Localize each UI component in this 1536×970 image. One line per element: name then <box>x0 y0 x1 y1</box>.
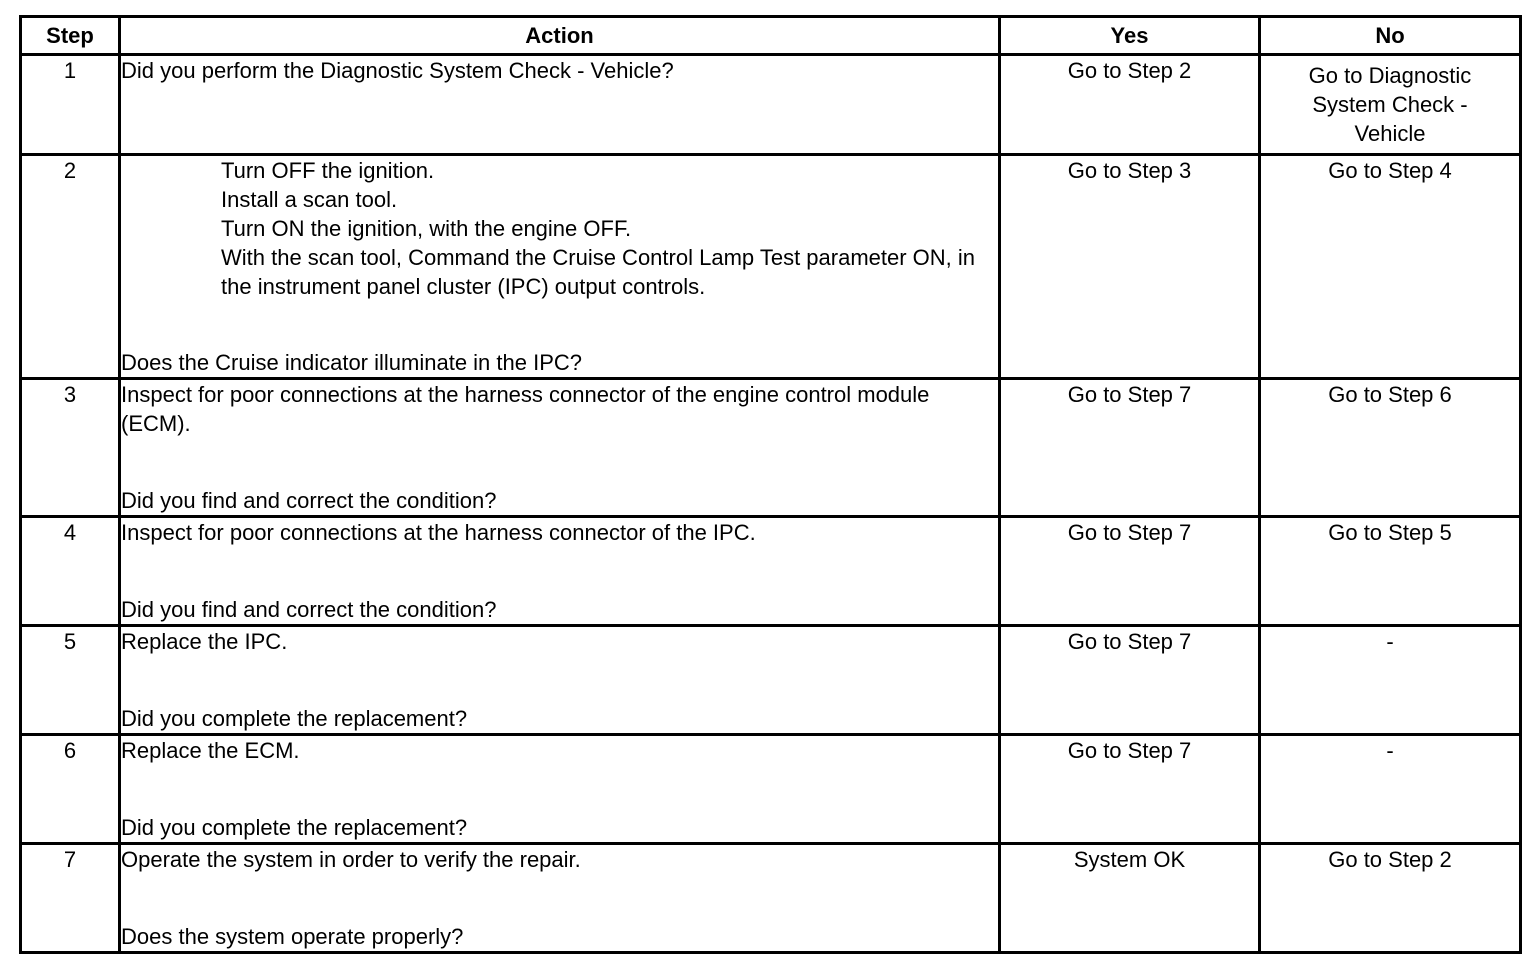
step-number: 7 <box>21 844 120 953</box>
header-action: Action <box>120 17 1000 55</box>
instruction-item: Turn ON the ignition, with the engine OFF. <box>221 216 632 241</box>
step-number: 5 <box>21 626 120 735</box>
yes-cell: Go to Step 7 <box>1000 626 1260 735</box>
action-cell <box>120 379 1000 517</box>
table-row <box>21 55 1521 155</box>
action-content <box>121 156 998 377</box>
action-question: Did you complete the replacement? <box>121 815 468 840</box>
step-number: 1 <box>21 55 120 155</box>
action-cell <box>120 517 1000 626</box>
action-content <box>121 845 998 951</box>
action-question: Did you complete the replacement? <box>121 706 468 731</box>
action-question: Does the Cruise indicator illuminate in the IPC? <box>121 350 583 375</box>
no-cell: Go to Step 4 <box>1260 155 1521 379</box>
instruction-item: Install a scan tool. <box>221 187 398 212</box>
action-content <box>121 518 998 624</box>
action-cell <box>120 55 1000 155</box>
instruction-item: Turn OFF the ignition. <box>221 158 435 183</box>
no-cell: - <box>1260 735 1521 844</box>
header-no: No <box>1260 17 1521 55</box>
yes-cell: System OK <box>1000 844 1260 953</box>
table-row <box>21 379 1521 517</box>
yes-cell: Go to Step 3 <box>1000 155 1260 379</box>
header-yes: Yes <box>1000 17 1260 55</box>
table-row <box>21 517 1521 626</box>
action-text: Inspect for poor connections at the harness connector of the engine control module (ECM). <box>121 382 930 436</box>
action-cell <box>120 844 1000 953</box>
action-text: Replace the ECM. <box>121 738 300 763</box>
action-text: Replace the IPC. <box>121 629 288 654</box>
action-text: Operate the system in order to verify the repair. <box>121 847 581 872</box>
step-number: 4 <box>21 517 120 626</box>
step-number: 3 <box>21 379 120 517</box>
action-question: Did you find and correct the condition? <box>121 597 497 622</box>
step-number: 2 <box>21 155 120 379</box>
instruction-list <box>221 156 998 301</box>
no-cell: Go to Diagnostic System Check - Vehicle <box>1260 55 1521 155</box>
step-number: 6 <box>21 735 120 844</box>
instruction-item: With the scan tool, Command the Cruise Control Lamp Test parameter ON, in the instrument panel cluster (IPC) output controls. <box>221 245 976 299</box>
action-cell <box>120 735 1000 844</box>
no-cell: Go to Step 5 <box>1260 517 1521 626</box>
no-cell: Go to Step 2 <box>1260 844 1521 953</box>
yes-cell: Go to Step 7 <box>1000 379 1260 517</box>
diagnostic-table <box>19 15 1522 954</box>
action-cell <box>120 155 1000 379</box>
action-text: Inspect for poor connections at the harness connector of the IPC. <box>121 520 756 545</box>
action-content <box>121 736 998 842</box>
action-cell <box>120 626 1000 735</box>
table-row <box>21 735 1521 844</box>
no-cell: - <box>1260 626 1521 735</box>
header-row <box>21 17 1521 55</box>
table-row <box>21 626 1521 735</box>
table-row <box>21 844 1521 953</box>
action-text: Did you perform the Diagnostic System Check - Vehicle? <box>121 58 674 83</box>
yes-cell: Go to Step 7 <box>1000 735 1260 844</box>
no-cell: Go to Step 6 <box>1260 379 1521 517</box>
action-content <box>121 380 998 515</box>
yes-cell: Go to Step 2 <box>1000 55 1260 155</box>
yes-cell: Go to Step 7 <box>1000 517 1260 626</box>
action-question: Does the system operate properly? <box>121 924 464 949</box>
action-question: Did you find and correct the condition? <box>121 488 497 513</box>
table-row <box>21 155 1521 379</box>
action-content <box>121 627 998 733</box>
header-step: Step <box>21 17 120 55</box>
